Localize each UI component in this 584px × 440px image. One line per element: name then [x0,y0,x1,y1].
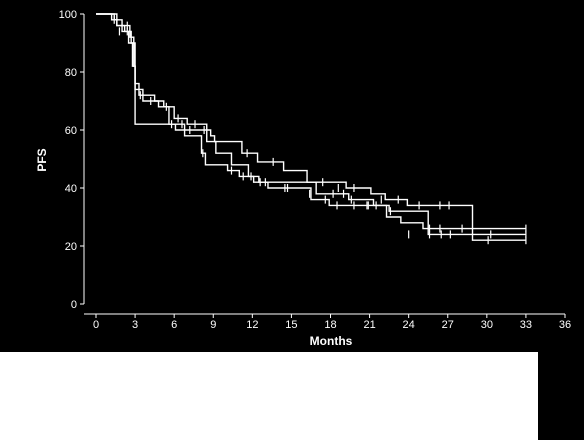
x-tick-label: 33 [519,319,533,331]
x-tick-label: 15 [285,319,298,331]
y-tick-label: 40 [64,183,77,195]
x-tick-label: 3 [132,319,139,331]
x-axis-title: Months [309,334,353,348]
x-tick-label: 27 [441,319,454,331]
x-tick-label: 0 [92,319,100,331]
y-tick-label: 100 [58,9,77,21]
x-tick-label: 24 [402,319,415,331]
y-axis-title: PFS [35,148,49,172]
y-tick-label: 60 [64,125,77,137]
km-curves [96,14,526,244]
x-tick-label: 6 [171,319,178,331]
y-axis [59,9,84,311]
y-tick-label: 80 [64,67,77,79]
legend-panel [0,352,538,440]
x-tick-label: 30 [480,319,493,331]
x-tick-label: 9 [210,319,217,331]
x-tick-label: 18 [324,319,337,331]
x-axis [84,314,571,331]
y-tick-label: 20 [64,241,77,253]
km-curve-2 [96,14,526,229]
km-curve-3 [96,14,526,240]
x-tick-label: 12 [246,319,259,331]
x-tick-label: 21 [363,319,376,331]
y-tick-label: 0 [70,299,77,311]
x-tick-label: 36 [558,319,572,331]
